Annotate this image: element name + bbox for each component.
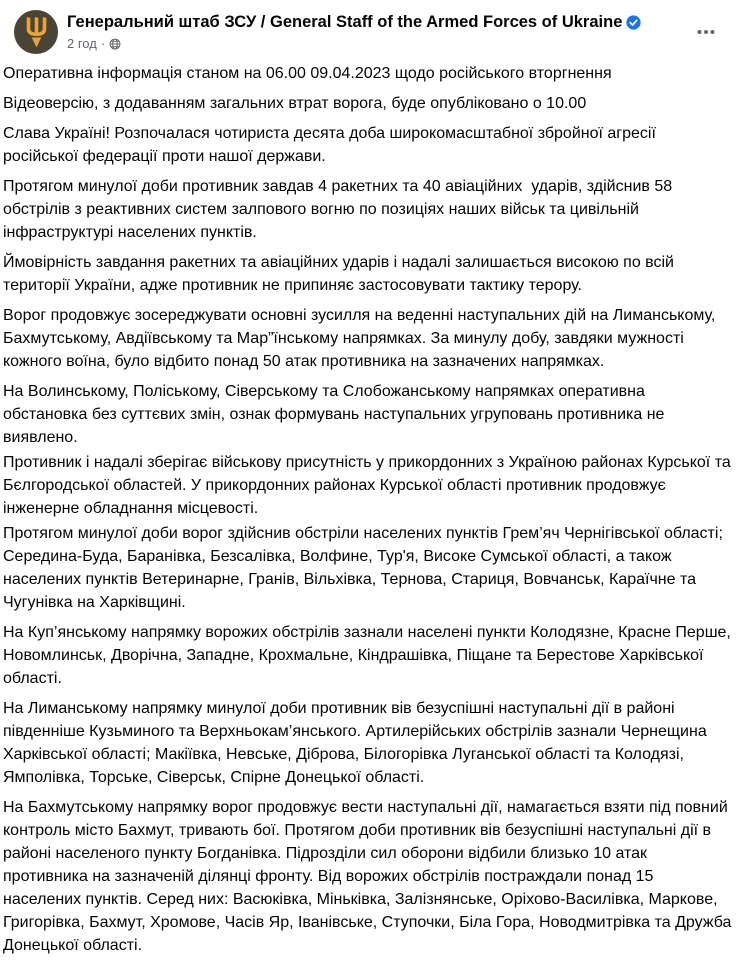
avatar[interactable] xyxy=(14,10,58,54)
verified-badge-icon xyxy=(626,15,641,30)
post-paragraph: На Лиманському напрямку минулої доби противник вів безуспішні наступальні дії в районі південніше Кузьминого та Верхньокам’янського. Артилерійських обстрілів зазнали Чернещина Харківської області; Макіївка, Невське, Діброва, Білогорівка Луганської області та Колодязі, Ямполівка, Торське, Сіверськ, Спірне Донецької області. xyxy=(3,700,712,786)
page-name[interactable]: Генеральний штаб ЗСУ / General Staff of the Armed Forces of Ukraine xyxy=(67,13,623,31)
timestamp[interactable]: 2 год xyxy=(67,36,97,51)
page-name-row xyxy=(67,12,680,32)
meta-separator: · xyxy=(100,36,106,51)
more-options-ellipsis-icon xyxy=(696,22,716,42)
post-paragraph: Слава Україні! Розпочалася чотириста десята доба широкомасштабної збройної агресії російської федерації проти нашої держави. xyxy=(3,125,661,165)
public-globe-icon xyxy=(109,38,121,50)
post-paragraph: На Бахмутському напрямку ворог продовжує вести наступальні дії, намагається взяти під повний контроль місто Бахмут, тривають бої. Протягом доби противник вів безуспішні наступальні дії в районі населеного пункту Богданівка. Підрозділи сил оборони відбили близько 10 атак противника на зазначеній ділянці фронту. Від ворожих обстрілів постраждали понад 15 населених пунктів. Серед них: Васюківка, Міньківка, Залізнянське, Оріхово-Василівка, Маркове, Григорівка, Бахмут, Хромове, Часів Яр, Іванівське, Ступочки, Біла Гора, Новодмитрівка та Дружба Донецької області. xyxy=(3,799,736,954)
header-text xyxy=(67,10,680,52)
post-paragraph: На Волинському, Поліському, Сіверському та Слобожанському напрямках оперативна обстановка без суттєвих змін, ознак формувань наступальних угруповань противника не виявлено. xyxy=(3,383,669,446)
post-paragraph: Ймовірність завдання ракетних та авіаційних ударів і надалі залишається високою по всій території України, адже противник не припиняє застосовувати тактику терору. xyxy=(3,254,679,294)
ukraine-trident-icon xyxy=(24,16,49,48)
post-body xyxy=(0,58,740,967)
post-paragraph: Протягом минулої доби противник завдав 4 ракетних та 40 авіаційних ударів, здійснив 58 обстрілів з реактивних систем залпового вогню по позиціях наших військ та цивільній інфраструктурі населених пунктів. xyxy=(3,178,677,241)
post-paragraph: Оперативна інформація станом на 06.00 09.04.2023 щодо російського вторгнення xyxy=(3,65,612,82)
post-paragraph: На Куп’янському напрямку ворожих обстрілів зазнали населені пункти Колодязне, Красне Перше, Новомлинськ, Дворічна, Западне, Крохмальне, Кіндрашівка, Піщане та Берестове Харківської області. xyxy=(3,624,736,687)
post-meta xyxy=(67,36,680,52)
post-paragraph: Протягом минулої доби ворог здійснив обстріли населених пунктів Грем’яч Чернігівської області; Середина-Буда, Баранівка, Безсалівка, Волфине, Тур'я, Високе Сумської області, а також населених пунктів Ветеринарне, Гранів, Вільхівка, Тернова, Стариця, Вовчанськ, Караїчне та Чугунівка на Харківщині. xyxy=(3,525,728,611)
post-paragraph: Противник і надалі зберігає військову присутність у прикордонних з Україною районах Курської та Бєлгородської областей. У прикордонних районах Курської області противник продовжує інженерне обладнання місцевості. xyxy=(3,454,736,517)
post-paragraph: Відеоверсію, з додаванням загальних втрат ворога, буде опубліковано о 10.00 xyxy=(3,95,587,112)
post-paragraph: Ворог продовжує зосереджувати основні зусилля на веденні наступальних дій на Лиманському, Бахмутському, Авдіївському та Мар”їнському напрямках. За минулу добу, завдяки мужності кожного воїна, було відбито понад 50 атак противника на зазначених напрямках. xyxy=(3,307,720,370)
post-header xyxy=(0,0,740,58)
more-options-button[interactable] xyxy=(690,16,722,48)
